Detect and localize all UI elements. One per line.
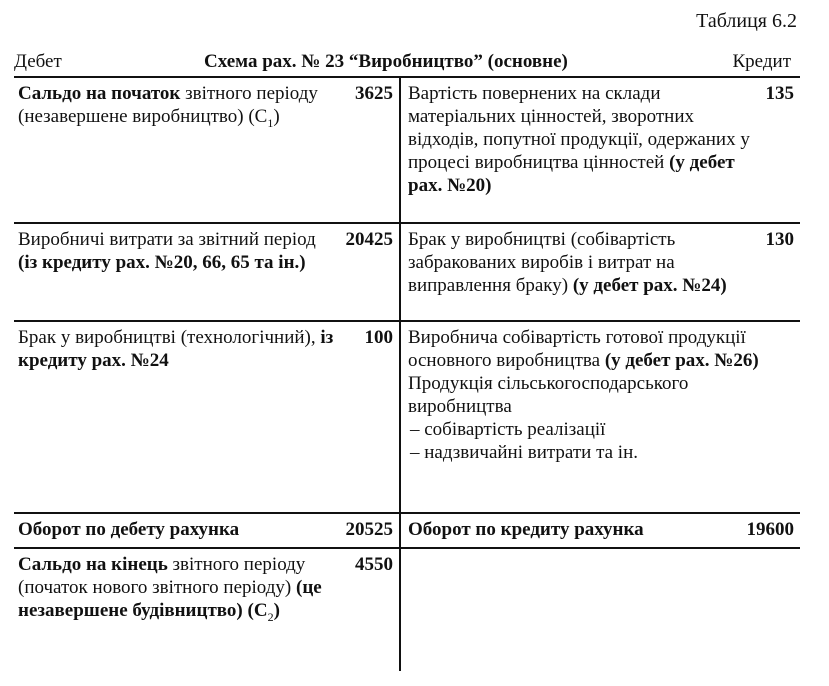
debit-cell <box>14 224 401 320</box>
debit-label: Дебет <box>14 51 62 72</box>
debit-turnover-cell <box>14 514 401 547</box>
bold-text: Сальдо на початок <box>18 83 181 104</box>
table-row <box>14 78 800 224</box>
bold-text: (із кредиту рах. №20, 66, 65 та ін.) <box>18 252 306 273</box>
credit-cell <box>401 78 800 222</box>
bold-text: (у дебет рах. №24) <box>572 275 727 296</box>
bold-text: Сальдо на кінець <box>18 554 168 575</box>
credit-amount: 19600 <box>746 519 794 540</box>
credit-text <box>408 518 739 543</box>
credit-amount: 130 <box>765 229 794 250</box>
bold-text: із кредиту рах. №24 <box>18 327 334 371</box>
debit-amount: 20425 <box>345 229 393 250</box>
credit-text <box>408 228 758 316</box>
list-item: – надзвичайні витрати та ін. <box>410 442 638 463</box>
debit-amount: 100 <box>364 327 393 348</box>
table-row <box>14 224 800 322</box>
debit-text <box>18 553 347 667</box>
plain-text: Брак у виробництві (собівартість забракованих виробів і витрат на виправлення браку) <box>408 229 676 296</box>
table-row <box>14 514 800 549</box>
plain-text: звітного періоду (незавершене виробництво) (С <box>18 83 318 127</box>
bold-text: (у дебет рах. №26) <box>604 350 759 371</box>
debit-text <box>18 518 338 543</box>
table-number: Таблиця 6.2 <box>696 10 797 32</box>
t-account-table <box>14 76 800 671</box>
credit-cell-empty <box>401 549 800 671</box>
credit-cell <box>401 322 800 512</box>
plain-text: Виробничі витрати за звітний період <box>18 229 316 250</box>
plain-text: звітного періоду (початок нового звітного періоду) <box>18 554 306 598</box>
bold-text: ) <box>273 600 280 621</box>
credit-cell <box>401 224 800 320</box>
credit-amount: 135 <box>765 83 794 104</box>
bold-text: (у дебет рах. №20) <box>408 152 735 196</box>
bold-text: (це незавершене будівництво) <box>18 577 322 621</box>
credit-text <box>408 326 794 508</box>
subscript: 1 <box>267 115 274 130</box>
bold-text: Оборот по кредиту рахунка <box>408 519 644 540</box>
credit-text <box>408 82 758 218</box>
plain-text: Брак у виробництві (технологічний), <box>18 327 321 348</box>
subscript: 2 <box>267 609 274 624</box>
debit-cell <box>14 549 401 671</box>
list-item: – собівартість реалізації <box>410 419 606 440</box>
account-title: Схема рах. № 23 “Виробництво” (основне) <box>204 51 568 72</box>
account-header <box>14 50 797 74</box>
plain-text: Виробнича собівартість готової продукції основного виробництва <box>408 327 746 371</box>
debit-text <box>18 326 357 508</box>
credit-label: Кредит <box>732 51 791 72</box>
table-row <box>14 322 800 514</box>
debit-amount: 4550 <box>355 554 393 575</box>
bold-text: (С <box>242 600 268 621</box>
credit-turnover-cell <box>401 514 800 547</box>
debit-text <box>18 228 338 316</box>
debit-text <box>18 82 347 218</box>
table-row <box>14 549 800 671</box>
bold-text: Оборот по дебету рахунка <box>18 519 240 540</box>
plain-text: Вартість повернених на склади матеріальних цінностей, зворотних відходів, попутної продукції, одержаних у процесі виробництва цінностей <box>408 83 750 173</box>
debit-amount: 20525 <box>345 519 393 540</box>
debit-amount: 3625 <box>355 83 393 104</box>
plain-text: Продукція сільськогосподарського виробництва <box>408 373 689 417</box>
debit-cell <box>14 78 401 222</box>
debit-cell <box>14 322 401 512</box>
plain-text: ) <box>273 106 280 127</box>
